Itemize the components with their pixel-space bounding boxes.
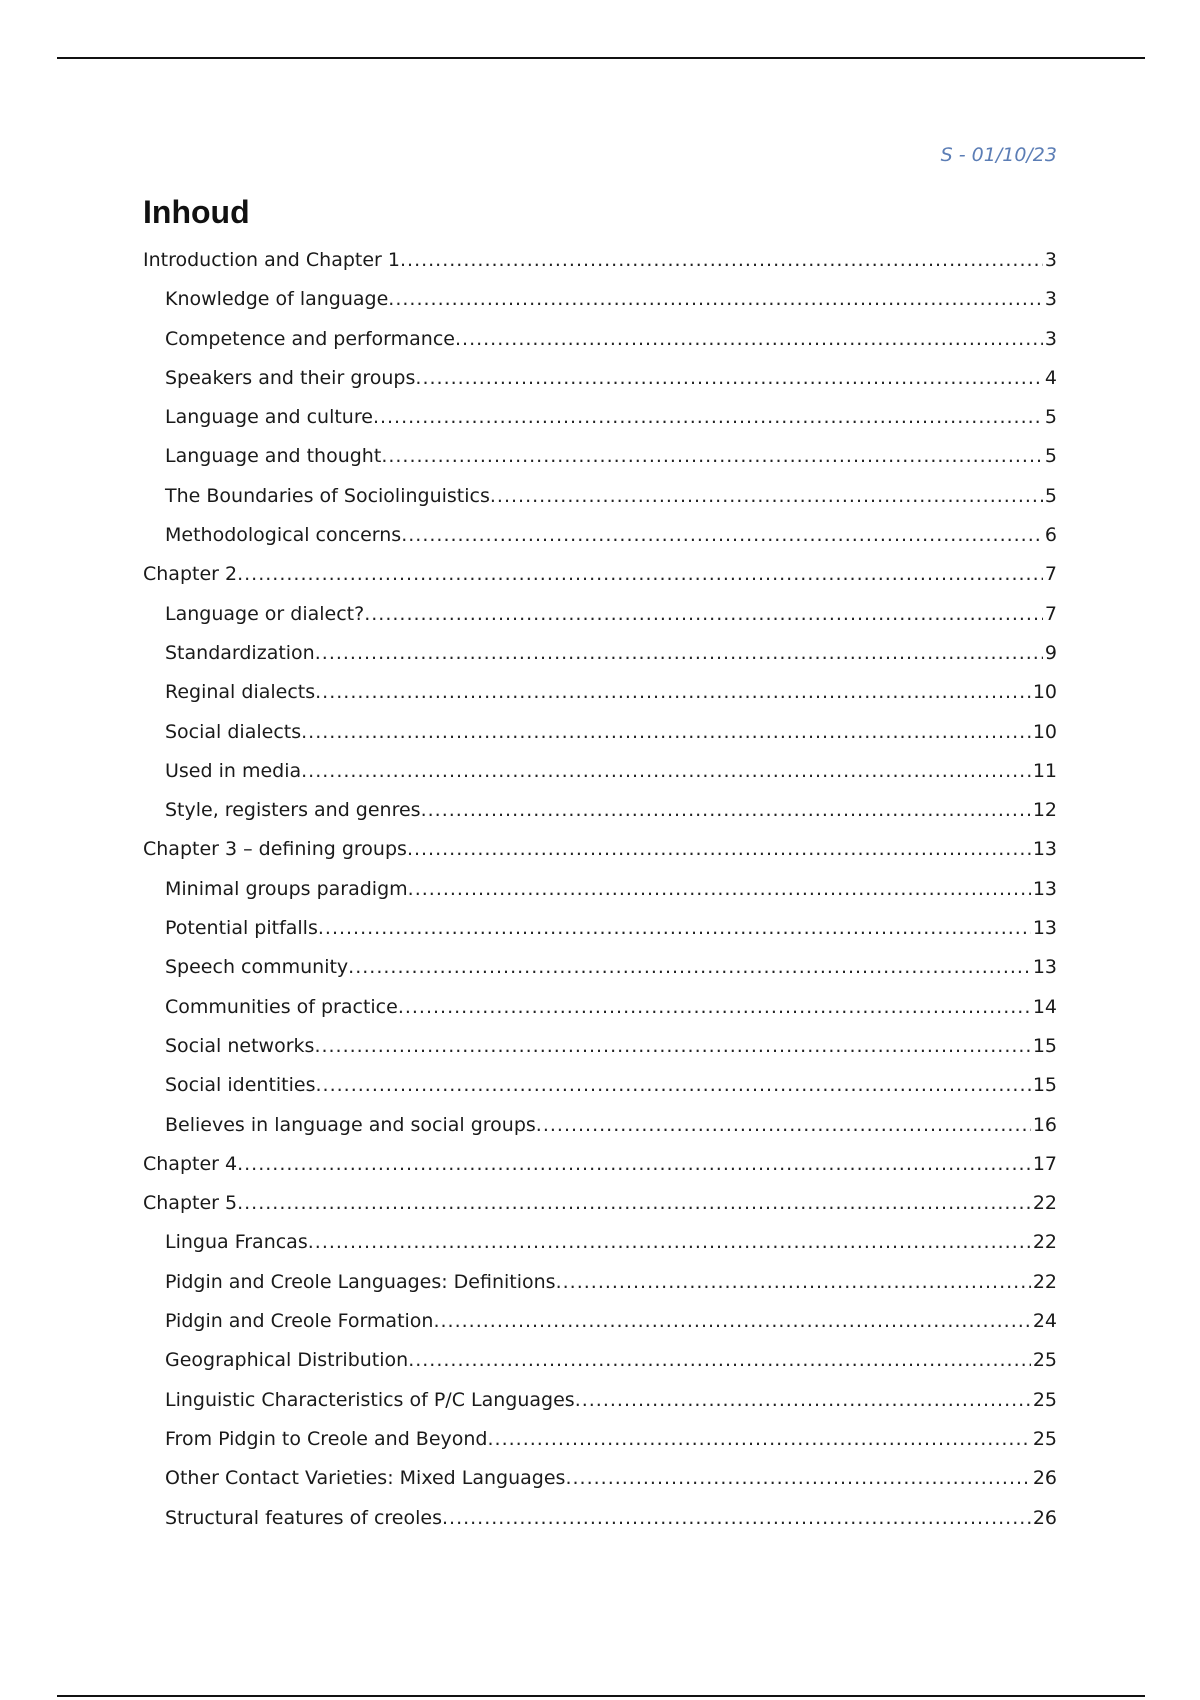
toc-entry-page-number: 25	[1032, 1349, 1057, 1372]
toc-subsection-entry[interactable]	[143, 713, 1057, 752]
toc-subsection-entry[interactable]	[143, 1499, 1057, 1538]
toc-entry-page-number: 25	[1032, 1388, 1057, 1411]
toc-dot-leader	[408, 870, 1031, 909]
toc-subsection-entry[interactable]	[143, 1420, 1057, 1459]
toc-entry-title: Pidgin and Creole Formation	[165, 1310, 434, 1333]
toc-entry-page-number: 24	[1032, 1310, 1057, 1333]
toc-chapter-entry[interactable]	[143, 1184, 1057, 1223]
toc-entry-page-number: 12	[1032, 799, 1057, 822]
toc-entry-page-number: 15	[1032, 1034, 1057, 1057]
toc-entry-title: Geographical Distribution	[165, 1349, 409, 1372]
toc-entry-page-number: 5	[1044, 445, 1057, 468]
toc-dot-leader	[301, 752, 1031, 791]
toc-dot-leader	[575, 1381, 1031, 1420]
toc-entry-title: Methodological concerns	[165, 524, 402, 547]
toc-dot-leader	[408, 1341, 1031, 1380]
toc-entry-page-number: 5	[1044, 406, 1057, 429]
toc-entry-title: Social networks	[165, 1034, 315, 1057]
toc-entry-page-number: 7	[1044, 602, 1057, 625]
toc-dot-leader	[400, 241, 1043, 280]
toc-entry-page-number: 4	[1044, 366, 1057, 389]
footer-rule	[57, 1695, 1145, 1697]
toc-dot-leader	[421, 791, 1031, 830]
toc-entry-page-number: 10	[1032, 681, 1057, 704]
toc-entry-page-number: 14	[1032, 995, 1057, 1018]
toc-entry-page-number: 6	[1044, 524, 1057, 547]
toc-subsection-entry[interactable]	[143, 870, 1057, 909]
toc-chapter-entry[interactable]	[143, 555, 1057, 594]
toc-subsection-entry[interactable]	[143, 595, 1057, 634]
toc-entry-page-number: 22	[1032, 1231, 1057, 1254]
toc-subsection-entry[interactable]	[143, 398, 1057, 437]
toc-entry-title: Potential pitfalls	[165, 917, 318, 940]
toc-dot-leader	[398, 988, 1031, 1027]
toc-entry-title: Standardization	[165, 641, 315, 664]
toc-dot-leader	[315, 673, 1031, 712]
toc-entry-page-number: 13	[1032, 917, 1057, 940]
toc-dot-leader	[442, 1499, 1031, 1538]
toc-dot-leader	[308, 1223, 1031, 1262]
toc-chapter-entry[interactable]	[143, 241, 1057, 280]
toc-entry-page-number: 13	[1032, 956, 1057, 979]
toc-subsection-entry[interactable]	[143, 320, 1057, 359]
toc-entry-page-number: 3	[1044, 327, 1057, 350]
toc-dot-leader	[237, 1145, 1031, 1184]
toc-entry-page-number: 15	[1032, 1074, 1057, 1097]
toc-subsection-entry[interactable]	[143, 1341, 1057, 1380]
toc-entry-title: Pidgin and Creole Languages: Definitions	[165, 1270, 556, 1293]
toc-dot-leader	[536, 1106, 1031, 1145]
toc-chapter-entry[interactable]	[143, 830, 1057, 869]
toc-entry-page-number: 16	[1032, 1113, 1057, 1136]
toc-dot-leader	[433, 1302, 1030, 1341]
toc-entry-title: Competence and performance	[165, 327, 455, 350]
toc-subsection-entry[interactable]	[143, 477, 1057, 516]
toc-subsection-entry[interactable]	[143, 634, 1057, 673]
toc-dot-leader	[401, 516, 1043, 555]
toc-dot-leader	[373, 398, 1043, 437]
toc-dot-leader	[388, 280, 1043, 319]
toc-entry-title: Chapter 2	[143, 563, 238, 586]
toc-dot-leader	[381, 437, 1043, 476]
toc-entry-page-number: 9	[1044, 641, 1057, 664]
toc-entry-title: Style, registers and genres	[165, 799, 421, 822]
header-rule	[57, 57, 1145, 59]
toc-subsection-entry[interactable]	[143, 673, 1057, 712]
toc-dot-leader	[364, 595, 1043, 634]
toc-entry-page-number: 7	[1044, 563, 1057, 586]
toc-subsection-entry[interactable]	[143, 1106, 1057, 1145]
toc-subsection-entry[interactable]	[143, 280, 1057, 319]
toc-entry-title: Chapter 3 – defining groups	[143, 838, 407, 861]
toc-dot-leader	[318, 909, 1031, 948]
toc-subsection-entry[interactable]	[143, 988, 1057, 1027]
toc-entry-page-number: 10	[1032, 720, 1057, 743]
toc-subsection-entry[interactable]	[143, 516, 1057, 555]
toc-entry-page-number: 11	[1032, 759, 1057, 782]
toc-entry-page-number: 13	[1032, 877, 1057, 900]
toc-subsection-entry[interactable]	[143, 437, 1057, 476]
toc-subsection-entry[interactable]	[143, 1066, 1057, 1105]
toc-entry-title: Minimal groups paradigm	[165, 877, 408, 900]
toc-entry-title: Other Contact Varieties: Mixed Languages	[165, 1467, 566, 1490]
toc-chapter-entry[interactable]	[143, 1145, 1057, 1184]
toc-entry-title: Speech community	[165, 956, 349, 979]
toc-dot-leader	[455, 320, 1043, 359]
toc-subsection-entry[interactable]	[143, 909, 1057, 948]
toc-dot-leader	[348, 948, 1031, 987]
toc-entry-title: Chapter 5	[143, 1192, 238, 1215]
toc-subsection-entry[interactable]	[143, 1223, 1057, 1262]
toc-dot-leader	[237, 1184, 1031, 1223]
toc-entry-title: Believes in language and social groups	[165, 1113, 536, 1136]
toc-entry-page-number: 25	[1032, 1427, 1057, 1450]
toc-entry-title: Speakers and their groups	[165, 366, 416, 389]
toc-dot-leader	[565, 1459, 1030, 1498]
toc-dot-leader	[488, 1420, 1031, 1459]
toc-dot-leader	[415, 359, 1043, 398]
toc-dot-leader	[556, 1263, 1031, 1302]
toc-subsection-entry[interactable]	[143, 752, 1057, 791]
toc-entry-page-number: 17	[1032, 1152, 1057, 1175]
toc-entry-page-number: 26	[1032, 1506, 1057, 1529]
toc-entry-title: Chapter 4	[143, 1152, 238, 1175]
toc-subsection-entry[interactable]	[143, 791, 1057, 830]
toc-dot-leader	[490, 477, 1043, 516]
toc-subsection-entry[interactable]	[143, 359, 1057, 398]
toc-entry-title: From Pidgin to Creole and Beyond	[165, 1427, 488, 1450]
toc-subsection-entry[interactable]	[143, 1459, 1057, 1498]
toc-entry-title: The Boundaries of Sociolinguistics	[165, 484, 490, 507]
toc-dot-leader	[407, 830, 1031, 869]
toc-subsection-entry[interactable]	[143, 948, 1057, 987]
toc-entry-title: Lingua Francas	[165, 1231, 308, 1254]
toc-entry-title: Linguistic Characteristics of P/C Languages	[165, 1388, 575, 1411]
toc-entry-title: Introduction and Chapter 1	[143, 249, 400, 271]
table-of-contents	[143, 241, 1057, 1538]
toc-entry-page-number: 3	[1044, 249, 1057, 271]
toc-entry-title: Language and thought	[165, 445, 382, 468]
toc-entry-title: Social identities	[165, 1074, 316, 1097]
toc-subsection-entry[interactable]	[143, 1302, 1057, 1341]
toc-entry-page-number: 13	[1032, 838, 1057, 861]
toc-entry-page-number: 22	[1032, 1270, 1057, 1293]
toc-entry-page-number: 3	[1044, 288, 1057, 311]
toc-subsection-entry[interactable]	[143, 1263, 1057, 1302]
toc-entry-title: Language and culture	[165, 406, 373, 429]
toc-entry-title: Used in media	[165, 759, 302, 782]
toc-dot-leader	[237, 555, 1043, 594]
toc-entry-page-number: 26	[1032, 1467, 1057, 1490]
toc-entry-title: Communities of practice	[165, 995, 398, 1018]
toc-dot-leader	[314, 1027, 1030, 1066]
toc-entry-title: Social dialects	[165, 720, 302, 743]
toc-subsection-entry[interactable]	[143, 1381, 1057, 1420]
toc-entry-title: Structural features of creoles	[165, 1506, 442, 1529]
toc-entry-title: Language or dialect?	[165, 602, 365, 625]
toc-heading: Inhoud	[143, 194, 250, 230]
toc-dot-leader	[316, 1066, 1031, 1105]
toc-entry-page-number: 22	[1032, 1192, 1057, 1215]
toc-entry-page-number: 5	[1044, 484, 1057, 507]
toc-entry-title: Reginal dialects	[165, 681, 316, 704]
toc-dot-leader	[301, 713, 1031, 752]
toc-entry-title: Knowledge of language	[165, 288, 389, 311]
toc-subsection-entry[interactable]	[143, 1027, 1057, 1066]
document-date: S - 01/10/23	[940, 144, 1057, 166]
toc-dot-leader	[315, 634, 1043, 673]
